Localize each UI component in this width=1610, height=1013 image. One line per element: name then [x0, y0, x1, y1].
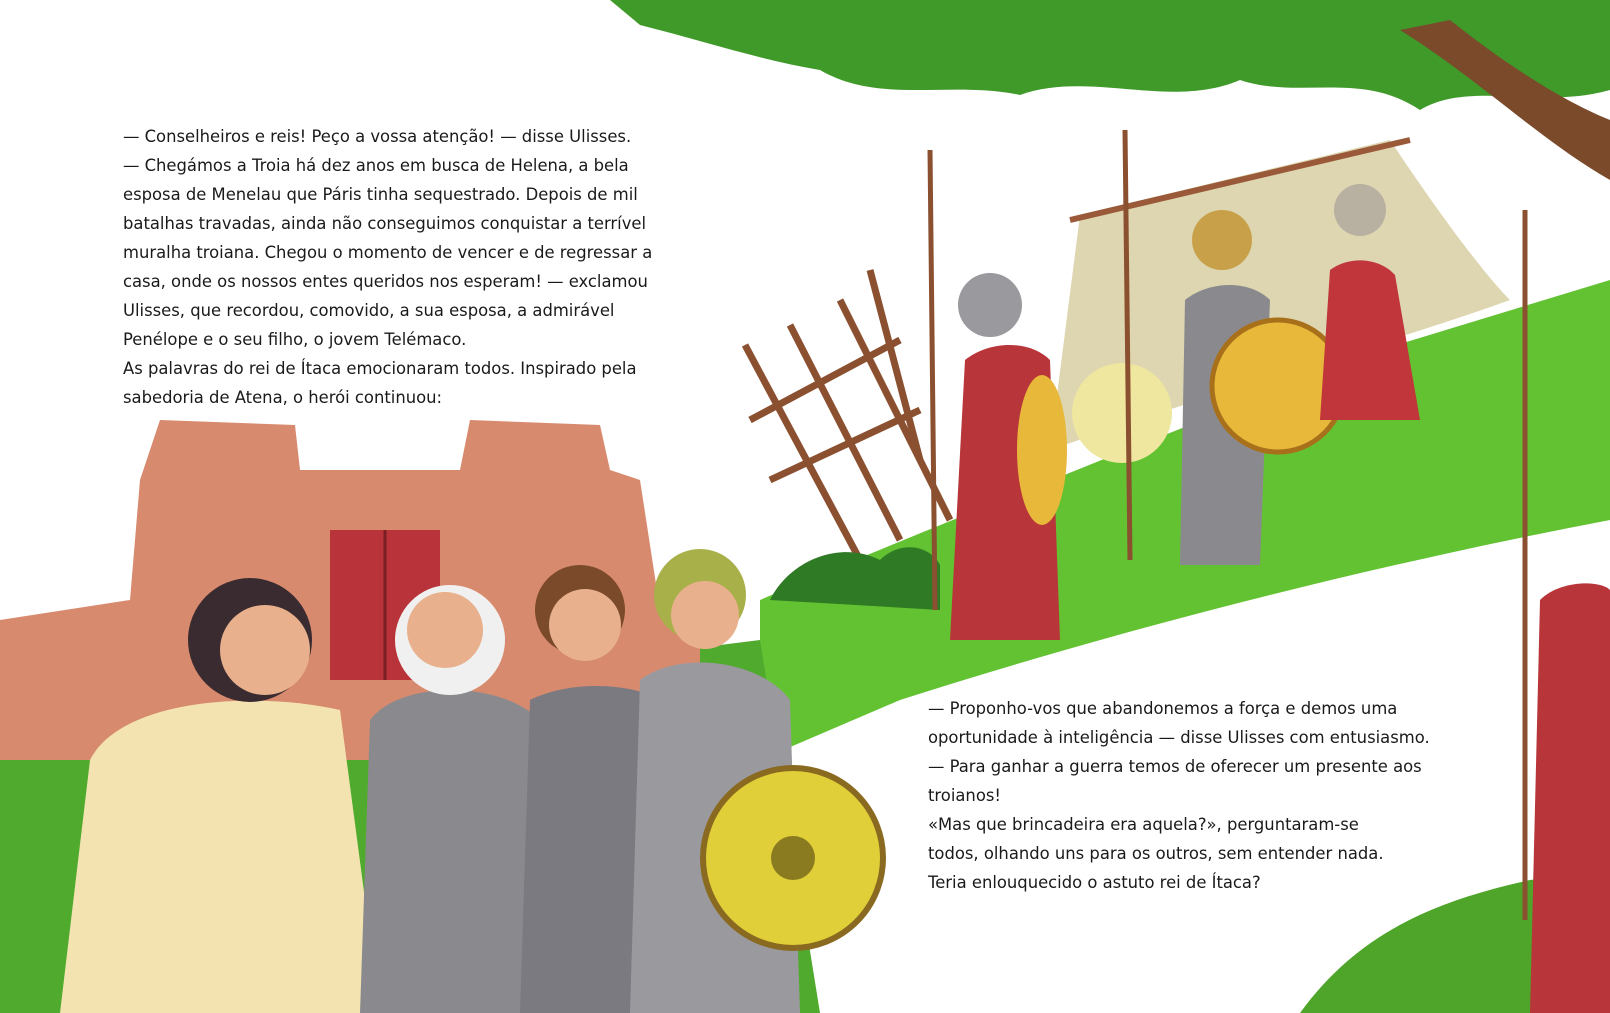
- text-line: As palavras do rei de Ítaca emocionaram todos. Inspirado pela: [123, 359, 637, 378]
- text-line: esposa de Menelau que Páris tinha sequestrado. Depois de mil: [123, 185, 638, 204]
- text-line: — Para ganhar a guerra temos de oferecer um presente aos: [928, 757, 1422, 776]
- text-line: Penélope e o seu filho, o jovem Telémaco.: [123, 330, 467, 349]
- spear-fence: [745, 270, 950, 560]
- text-line: troianos!: [928, 786, 1001, 805]
- text-line: — Conselheiros e reis! Peço a vossa atenção! — disse Ulisses.: [123, 127, 632, 146]
- text-line: todos, olhando uns para os outros, sem entender nada.: [928, 844, 1384, 863]
- text-line: — Chegámos a Troia há dez anos em busca de Helena, a bela: [123, 156, 629, 175]
- text-line: sabedoria de Atena, o herói continuou:: [123, 388, 443, 407]
- text-line: casa, onde os nossos entes queridos nos esperam! — exclamou: [123, 272, 648, 291]
- story-text-left: [123, 122, 652, 412]
- bush: [770, 547, 940, 610]
- text-line: batalhas travadas, ainda não conseguimos conquistar a terrível: [123, 214, 647, 233]
- text-line: Ulisses, que recordou, comovido, a sua esposa, a admirável: [123, 301, 615, 320]
- text-line: oportunidade à inteligência — disse Ulisses com entusiasmo.: [928, 728, 1430, 747]
- story-text-right: [928, 694, 1430, 897]
- text-line: — Proponho-vos que abandonemos a força e demos uma: [928, 699, 1398, 718]
- shield-gold: [1017, 375, 1067, 525]
- text-line: muralha troiana. Chegou o momento de vencer e de regressar a: [123, 243, 653, 262]
- text-line: Teria enlouquecido o astuto rei de Ítaca?: [928, 873, 1261, 892]
- text-line: «Mas que brincadeira era aquela?», perguntaram-se: [928, 815, 1359, 834]
- shield-swirl: [1072, 363, 1172, 463]
